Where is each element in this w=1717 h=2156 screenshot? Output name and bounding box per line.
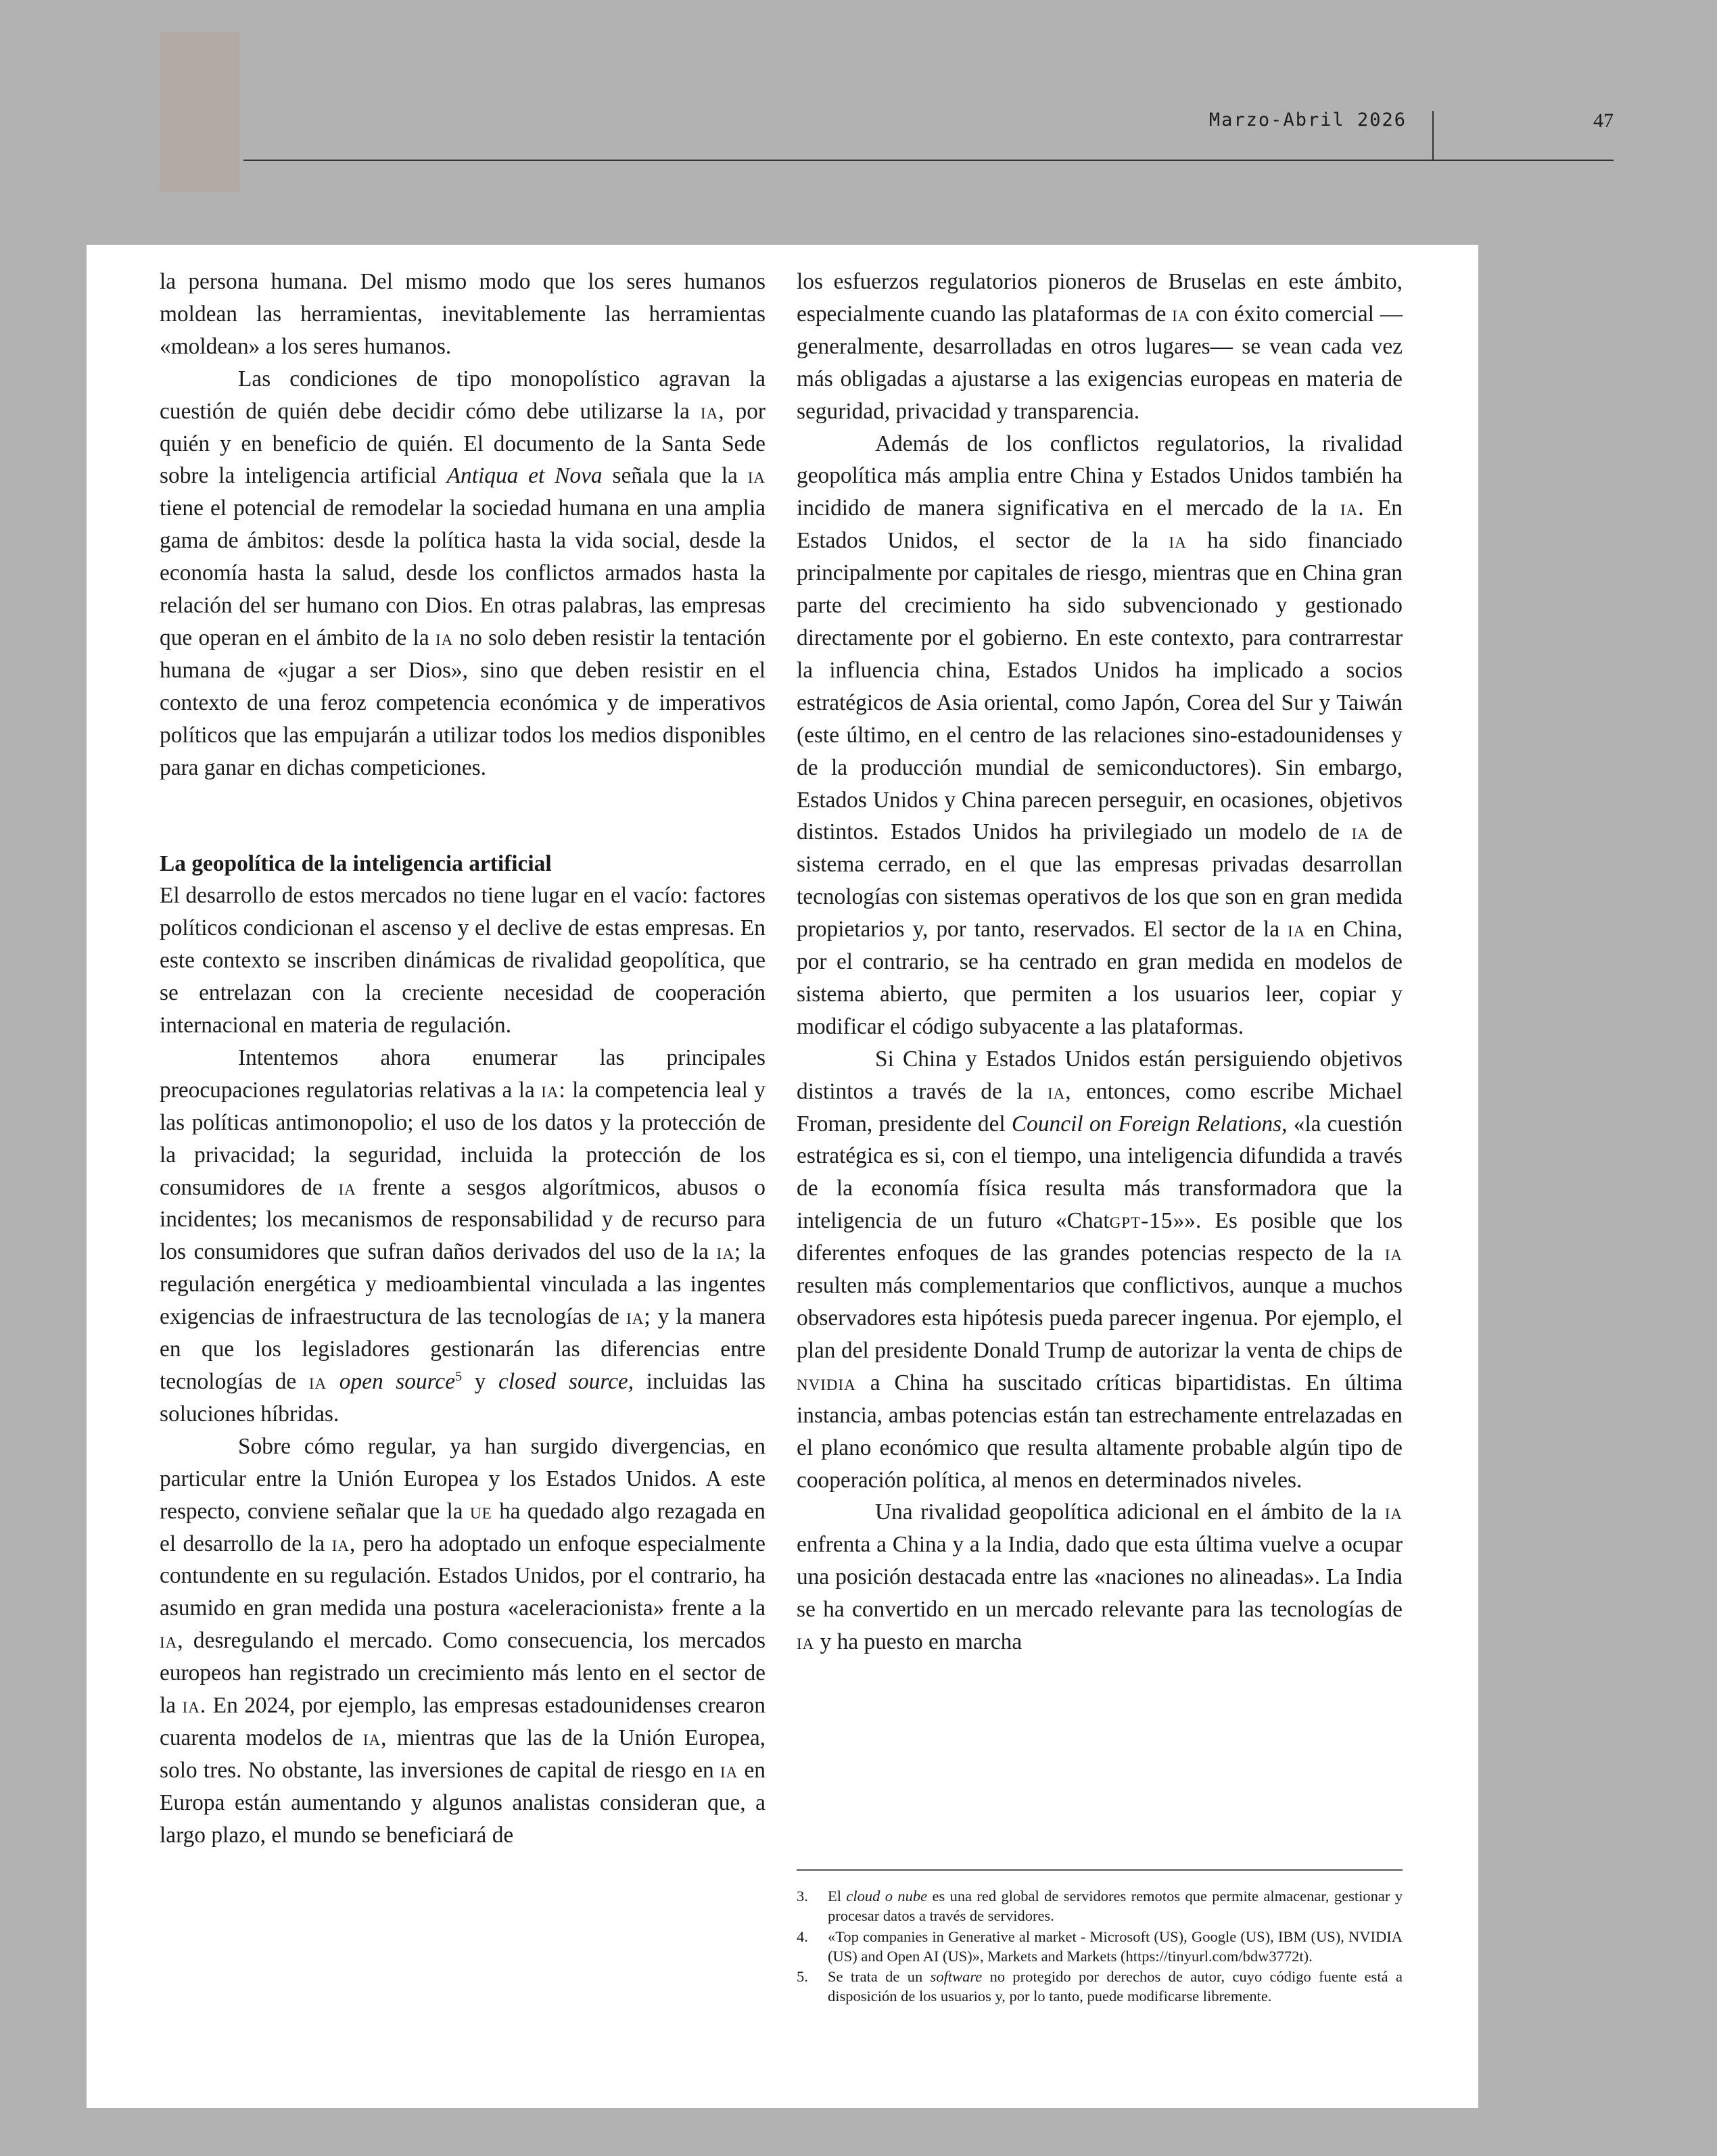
footnote: 4. «Top companies in Generative al market - Microsoft (US), Google (US), IBM (US), NVIDIA (US) and Open AI (US)», Markets and Markets (https://tinyurl.com/bdw3772t). [797, 1927, 1403, 1965]
footnotes [797, 1886, 1403, 2007]
footnote-ref: 5 [455, 1368, 463, 1384]
paragraph: Una rivalidad geopolítica adicional en el ámbito de la ia enfrenta a China y a la India, dado que esta última vuelve a ocupar una posición destacada entre las «naciones no alineadas». La India se ha convertido en un mercado relevante para las tecnologías de ia y ha puesto en marcha [797, 1500, 1403, 1655]
footnote-number: 3. [797, 1888, 808, 1905]
italic-title: Antiqua et Nova [446, 463, 603, 489]
paragraph: El desarrollo de estos mercados no tiene lugar en el vacío: factores políticos condicionan el ascenso y el declive de estas empresas. En este contexto se inscriben dinámicas de rivalidad geopolítica, que se entrelazan con la creciente necesidad de cooperación internacional en materia de regulación. [160, 883, 766, 1038]
color-swatch [160, 32, 239, 192]
left-column [160, 266, 766, 1852]
paragraph: Intentemos ahora enumerar las principales preocupaciones regulatorias relativas a la ia: la competencia leal y las políticas antimonopolio; el uso de los datos y la protección de la privacidad; la seguridad, incluida la protección de los consumidores de ia frente a sesgos algorítmicos, abusos o incidentes; los mecanismos de responsabilidad y de recurso para los consumidores que sufran daños derivados del uso de la ia; la regulación energética y medioambiental vinculada a las ingentes exigencias de infraestructura de las tecnologías de ia; y la manera en que los legisladores gestionarán las diferencias entre tecnologías de ia open source$^5$ y closed source, incluidas las soluciones híbridas. [160, 1045, 766, 1427]
footnote: 5. Se trata de un software no protegido por derechos de autor, cuyo código fuente está a disposición de los usuarios y, por lo tanto, puede modificarse libremente. [797, 1968, 1403, 2005]
section-heading: La geopolítica de la inteligencia artificial [160, 851, 552, 876]
footnote-rule [797, 1869, 1403, 1871]
footnote-number: 4. [797, 1927, 808, 1945]
footnote-number: 5. [797, 1968, 808, 1986]
right-column [797, 266, 1403, 1658]
paragraph: Además de los conflictos regulatorios, la rivalidad geopolítica más amplia entre China y Estados Unidos también ha incidido de manera significativa en el mercado de la ia. En Estados Unidos, el sector de la ia ha sido financiado principalmente por capitales de riesgo, mientras que en China gran parte del crecimiento ha sido subvencionado y gestionado directamente por el gobierno. En este contexto, para contrarrestar la influencia china, Estados Unidos ha implicado a socios estratégicos de Asia oriental, como Japón, Corea del Sur y Taiwán (este último, en el centro de las relaciones sino-estadounidenses y de la producción mundial de semiconductores). Sin embargo, Estados Unidos y China parecen perseguir, en ocasiones, objetivos distintos. Estados Unidos ha privilegiado un modelo de ia de sistema cerrado, en el que las empresas privadas desarrollan tecnologías con sistemas operativos de los que son en gran medida propietarios y, por tanto, reservados. El sector de la ia en China, por el contrario, se ha centrado en gran medida en modelos de sistema abierto, que permiten a los usuarios leer, copiar y modificar el código subyacente a las plataformas. [797, 431, 1403, 1039]
page-number: 47 [1593, 110, 1614, 132]
footnote: 3. El cloud o nube es una red global de servidores remotos que permite almacenar, gestionar y procesar datos a través de servidores. [797, 1888, 1403, 1925]
paragraph: Si China y Estados Unidos están persiguiendo objetivos distintos a través de la ia, entonces, como escribe Michael Froman, presidente del Council on Foreign Relations, «la cuestión estratégica es si, con el tiempo, una inteligencia difundida a través de la economía física resulta más transformadora que la inteligencia de un futuro «Chatgpt-15»». Es posible que los diferentes enfoques de las grandes potencias respecto de la ia resulten más complementarios que conflictivos, aunque a muchos observadores esta hipótesis pueda parecer ingenua. Por ejemplo, el plan del presidente Donald Trump de autorizar la venta de chips de nvidia a China ha suscitado críticas bipartidistas. En última instancia, ambas potencias están tan estrechamente entrelazadas en el plano económico que resulta altamente probable algún tipo de cooperación política, al menos en determinados niveles. [797, 1046, 1403, 1493]
header-rule [243, 160, 1614, 161]
paragraph: Las condiciones de tipo monopolístico agravan la cuestión de quién debe decidir cómo debe utilizarse la ia, por quién y en beneficio de quién. El documento de la Santa Sede sobre la inteligencia artificial Antiqua et Nova señala que la ia tiene el potencial de remodelar la sociedad humana en una amplia gama de ámbitos: desde la política hasta la vida social, desde la economía hasta la salud, desde los conflictos armados hasta la relación del ser humano con Dios. En otras palabras, las empresas que operan en el ámbito de la ia no solo deben resistir la tentación humana de «jugar a ser Dios», sino que deben resistir en el contexto de una feroz competencia económica y de imperativos políticos que las empujarán a utilizar todos los medios disponibles para ganar en dichas competiciones. [160, 366, 766, 780]
paragraph: Sobre cómo regular, ya han surgido divergencias, en particular entre la Unión Europea y los Estados Unidos. A este respecto, conviene señalar que la ue ha quedado algo rezagada en el desarrollo de la ia, pero ha adoptado un enfoque especialmente contundente en su regulación. Estados Unidos, por el contrario, ha asumido en gran medida una postura «aceleracionista» frente a la ia, desregulando el mercado. Como consecuencia, los mercados europeos han registrado un crecimiento más lento en el sector de la ia. En 2024, por ejemplo, las empresas estadounidenses crearon cuarenta modelos de ia, mientras que las de la Unión Europea, solo tres. No obstante, las inversiones de capital de riesgo en ia en Europa están aumentando y algunos analistas consideran que, a largo plazo, el mundo se beneficiará de [160, 1433, 766, 1848]
paragraph: los esfuerzos regulatorios pioneros de Bruselas en este ámbito, especialmente cuando las plataformas de ia con éxito comercial —generalmente, desarrolladas en otros lugares— se vean cada vez más obligadas a ajustarse a las exigencias europeas en materia de seguridad, privacidad y transparencia. [797, 269, 1403, 424]
header-separator [1432, 111, 1434, 160]
paragraph: la persona humana. Del mismo modo que los seres humanos moldean las herramientas, inevitablemente las herramientas «moldean» a los seres humanos. [160, 269, 766, 359]
page-sheet [87, 245, 1478, 2108]
issue-date: Marzo-Abril 2026 [1208, 110, 1407, 130]
